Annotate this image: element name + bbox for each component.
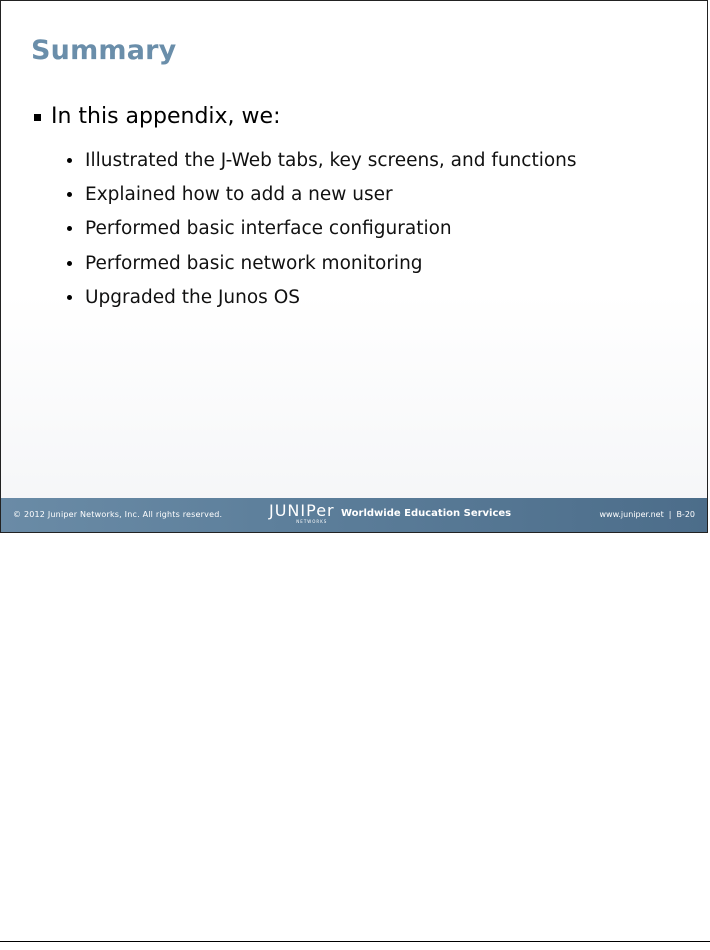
bullet-dot-icon xyxy=(67,158,72,163)
square-bullet-icon xyxy=(34,114,41,121)
logo-subtext: NETWORKS xyxy=(296,519,328,524)
main-bullet xyxy=(34,104,280,129)
slide-title: Summary xyxy=(31,35,177,66)
bullet-dot-icon xyxy=(67,192,72,197)
sub-bullet-list xyxy=(67,143,577,315)
separator: | xyxy=(668,510,672,519)
bullet-dot-icon xyxy=(67,295,72,300)
list-item: Explained how to add a new user xyxy=(67,177,577,211)
bullet-dot-icon xyxy=(67,226,72,231)
page-divider xyxy=(0,941,710,942)
page-number: B-20 xyxy=(676,510,695,519)
tagline: Worldwide Education Services xyxy=(341,508,512,519)
list-item: Upgraded the Junos OS xyxy=(67,281,577,315)
juniper-logo xyxy=(269,502,335,524)
main-bullet-text: In this appendix, we: xyxy=(51,104,281,129)
logo-wordmark: JUNIPer xyxy=(269,501,335,520)
list-item: Illustrated the J-Web tabs, key screens, and functions xyxy=(67,143,577,177)
footer-url-page xyxy=(599,510,695,519)
website-link[interactable]: www.juniper.net xyxy=(599,510,664,519)
bullet-dot-icon xyxy=(67,261,72,266)
list-item: Performed basic network monitoring xyxy=(67,246,577,280)
copyright-text: © 2012 Juniper Networks, Inc. All rights reserved. xyxy=(13,510,223,519)
slide-footer xyxy=(1,498,707,532)
list-item: Performed basic interface configuration xyxy=(67,212,577,246)
